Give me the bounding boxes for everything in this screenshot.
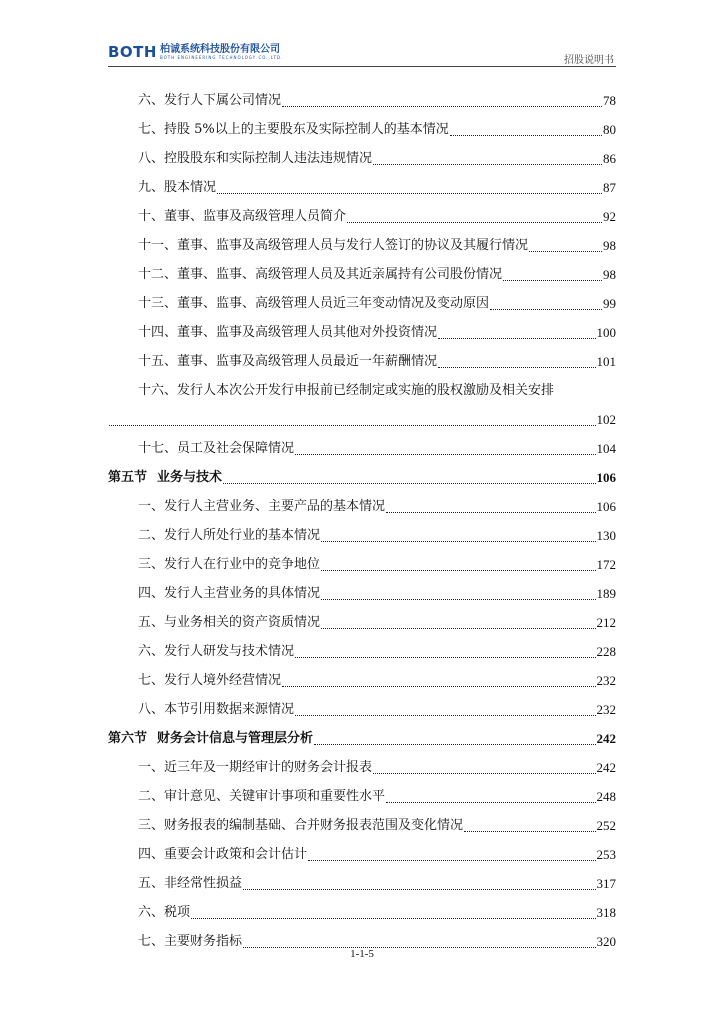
toc-entry[interactable] xyxy=(108,637,616,666)
table-of-contents xyxy=(108,86,616,956)
section-number: 第六节 xyxy=(108,731,148,746)
toc-entry[interactable] xyxy=(108,231,616,260)
dot-leader xyxy=(347,222,602,223)
toc-entry[interactable] xyxy=(108,173,616,202)
toc-entry-page: 172 xyxy=(596,557,616,572)
toc-entry[interactable] xyxy=(108,289,616,318)
dot-leader xyxy=(321,599,595,600)
toc-entry-page: 87 xyxy=(603,180,616,195)
toc-entry-title: 四、重要会计政策和会计估计 xyxy=(138,847,308,862)
dot-leader xyxy=(282,686,595,687)
dot-leader xyxy=(308,860,595,861)
toc-entry[interactable] xyxy=(108,492,616,521)
toc-entry-page: 98 xyxy=(603,267,616,282)
toc-entry[interactable] xyxy=(108,347,616,376)
dot-leader xyxy=(321,541,595,542)
toc-entry-page: 78 xyxy=(603,93,616,108)
toc-entry-page: 317 xyxy=(596,876,616,891)
dot-leader xyxy=(503,280,602,281)
dot-leader xyxy=(314,744,595,745)
toc-entry-title: 七、持股 5%以上的主要股东及实际控制人的基本情况 xyxy=(138,122,449,137)
toc-entry-page: 100 xyxy=(596,325,616,340)
toc-entry[interactable] xyxy=(108,666,616,695)
toc-entry[interactable] xyxy=(108,318,616,347)
toc-entry-page: 98 xyxy=(603,238,616,253)
toc-entry-wrapped[interactable] xyxy=(108,376,616,405)
dot-leader xyxy=(295,454,595,455)
toc-entry[interactable] xyxy=(108,811,616,840)
section-number: 第五节 xyxy=(108,470,148,485)
dot-leader xyxy=(243,889,595,890)
toc-entry[interactable] xyxy=(108,782,616,811)
toc-entry-title: 八、控股股东和实际控制人违法违规情况 xyxy=(138,151,373,166)
toc-entry-page: 106 xyxy=(596,470,616,485)
toc-entry-title: 六、发行人下属公司情况 xyxy=(138,93,282,108)
toc-section-heading[interactable] xyxy=(108,463,616,492)
toc-entry-title: 十一、董事、监事及高级管理人员与发行人签订的协议及其履行情况 xyxy=(138,238,529,253)
toc-entry[interactable] xyxy=(108,86,616,115)
toc-entry-title: 四、发行人主营业务的具体情况 xyxy=(138,586,321,601)
toc-entry[interactable] xyxy=(108,898,616,927)
toc-entry[interactable] xyxy=(108,260,616,289)
dot-leader xyxy=(321,570,595,571)
toc-entry-title: 一、发行人主营业务、主要产品的基本情况 xyxy=(138,499,386,514)
toc-entry-title: 二、审计意见、关键审计事项和重要性水平 xyxy=(138,789,386,804)
toc-entry-page: 189 xyxy=(596,586,616,601)
dot-leader xyxy=(223,483,595,484)
header-divider xyxy=(108,66,616,67)
toc-entry[interactable] xyxy=(108,579,616,608)
toc-entry[interactable] xyxy=(108,753,616,782)
toc-entry-title: 七、发行人境外经营情况 xyxy=(138,673,282,688)
toc-entry-title: 九、股本情况 xyxy=(138,180,217,195)
toc-entry-title: 一、近三年及一期经审计的财务会计报表 xyxy=(138,760,373,775)
document-type: 招股说明书 xyxy=(564,55,614,66)
dot-leader xyxy=(282,106,602,107)
dot-leader xyxy=(295,657,595,658)
toc-entry-page: 232 xyxy=(596,673,616,688)
toc-entry-page: 242 xyxy=(596,731,616,746)
toc-entry-title: 十、董事、监事及高级管理人员简介 xyxy=(138,209,347,224)
company-name-cn: 柏诚系统科技股份有限公司 xyxy=(159,44,280,55)
toc-entry[interactable] xyxy=(108,202,616,231)
toc-entry-page: 252 xyxy=(596,818,616,833)
toc-entry[interactable] xyxy=(108,869,616,898)
toc-entry-page: 212 xyxy=(596,615,616,630)
company-logo xyxy=(108,44,283,60)
toc-entry-title: 五、与业务相关的资产资质情况 xyxy=(138,615,321,630)
toc-entry-page: 228 xyxy=(596,644,616,659)
dot-leader xyxy=(386,802,595,803)
dot-leader xyxy=(529,251,602,252)
toc-entry[interactable] xyxy=(108,608,616,637)
section-title: 业务与技术 xyxy=(157,470,223,485)
dot-leader xyxy=(295,715,595,716)
dot-leader xyxy=(438,338,595,339)
toc-entry-page: 99 xyxy=(603,296,616,311)
toc-entry-title: 十四、董事、监事及高级管理人员其他对外投资情况 xyxy=(138,325,438,340)
toc-entry[interactable] xyxy=(108,115,616,144)
company-name-en: BOTH ENGINEERING TECHNOLOGY CO.,LTD. xyxy=(159,55,284,60)
toc-entry-page: 248 xyxy=(596,789,616,804)
toc-entry-page: 253 xyxy=(596,847,616,862)
toc-section-heading[interactable] xyxy=(108,724,616,753)
dot-leader xyxy=(450,135,602,136)
toc-entry-continuation[interactable] xyxy=(108,405,616,434)
dot-leader xyxy=(109,425,596,426)
toc-entry[interactable] xyxy=(108,144,616,173)
toc-entry-page: 92 xyxy=(603,209,616,224)
logo-both-text: BOTH xyxy=(108,43,157,61)
toc-entry-title: 三、财务报表的编制基础、合并财务报表范围及变化情况 xyxy=(138,818,464,833)
toc-entry[interactable] xyxy=(108,840,616,869)
toc-entry-title: 六、发行人研发与技术情况 xyxy=(138,644,295,659)
toc-entry-title: 六、税项 xyxy=(138,905,191,920)
dot-leader xyxy=(464,831,595,832)
toc-entry[interactable] xyxy=(108,434,616,463)
page-header xyxy=(108,40,616,70)
dot-leader xyxy=(386,512,595,513)
dot-leader xyxy=(438,367,595,368)
toc-entry-title: 十七、员工及社会保障情况 xyxy=(138,441,295,456)
dot-leader xyxy=(490,309,602,310)
toc-entry[interactable] xyxy=(108,695,616,724)
toc-entry-title: 七、主要财务指标 xyxy=(138,934,243,949)
dot-leader xyxy=(373,773,595,774)
toc-entry-title: 十六、发行人本次公开发行申报前已经制定或实施的股权激励及相关安排 xyxy=(138,383,555,398)
toc-entry-page: 106 xyxy=(596,499,616,514)
toc-entry-page: 318 xyxy=(596,905,616,920)
toc-entry-title: 十三、董事、监事、高级管理人员近三年变动情况及变动原因 xyxy=(138,296,490,311)
toc-entry-title: 八、本节引用数据来源情况 xyxy=(138,702,295,717)
toc-entry-title: 十二、董事、监事、高级管理人员及其近亲属持有公司股份情况 xyxy=(138,267,503,282)
toc-entry-page: 130 xyxy=(596,528,616,543)
toc-entry[interactable] xyxy=(108,521,616,550)
toc-entry-title: 十五、董事、监事及高级管理人员最近一年薪酬情况 xyxy=(138,354,438,369)
toc-entry-page: 102 xyxy=(596,412,616,427)
section-title: 财务会计信息与管理层分析 xyxy=(157,731,314,746)
toc-entry-page: 80 xyxy=(603,122,616,137)
toc-entry[interactable] xyxy=(108,550,616,579)
toc-entry-page: 101 xyxy=(596,354,616,369)
toc-entry-title: 五、非经常性损益 xyxy=(138,876,243,891)
toc-entry-title: 二、发行人所处行业的基本情况 xyxy=(138,528,321,543)
toc-entry-page: 242 xyxy=(596,760,616,775)
toc-entry-page: 86 xyxy=(603,151,616,166)
page-number: 1-1-5 xyxy=(350,948,374,960)
toc-entry-page: 104 xyxy=(596,441,616,456)
dot-leader xyxy=(373,164,602,165)
toc-entry-title: 三、发行人在行业中的竞争地位 xyxy=(138,557,321,572)
toc-entry-page: 320 xyxy=(596,934,616,949)
dot-leader xyxy=(217,193,602,194)
toc-entry-page: 232 xyxy=(596,702,616,717)
dot-leader xyxy=(191,918,595,919)
dot-leader xyxy=(321,628,595,629)
